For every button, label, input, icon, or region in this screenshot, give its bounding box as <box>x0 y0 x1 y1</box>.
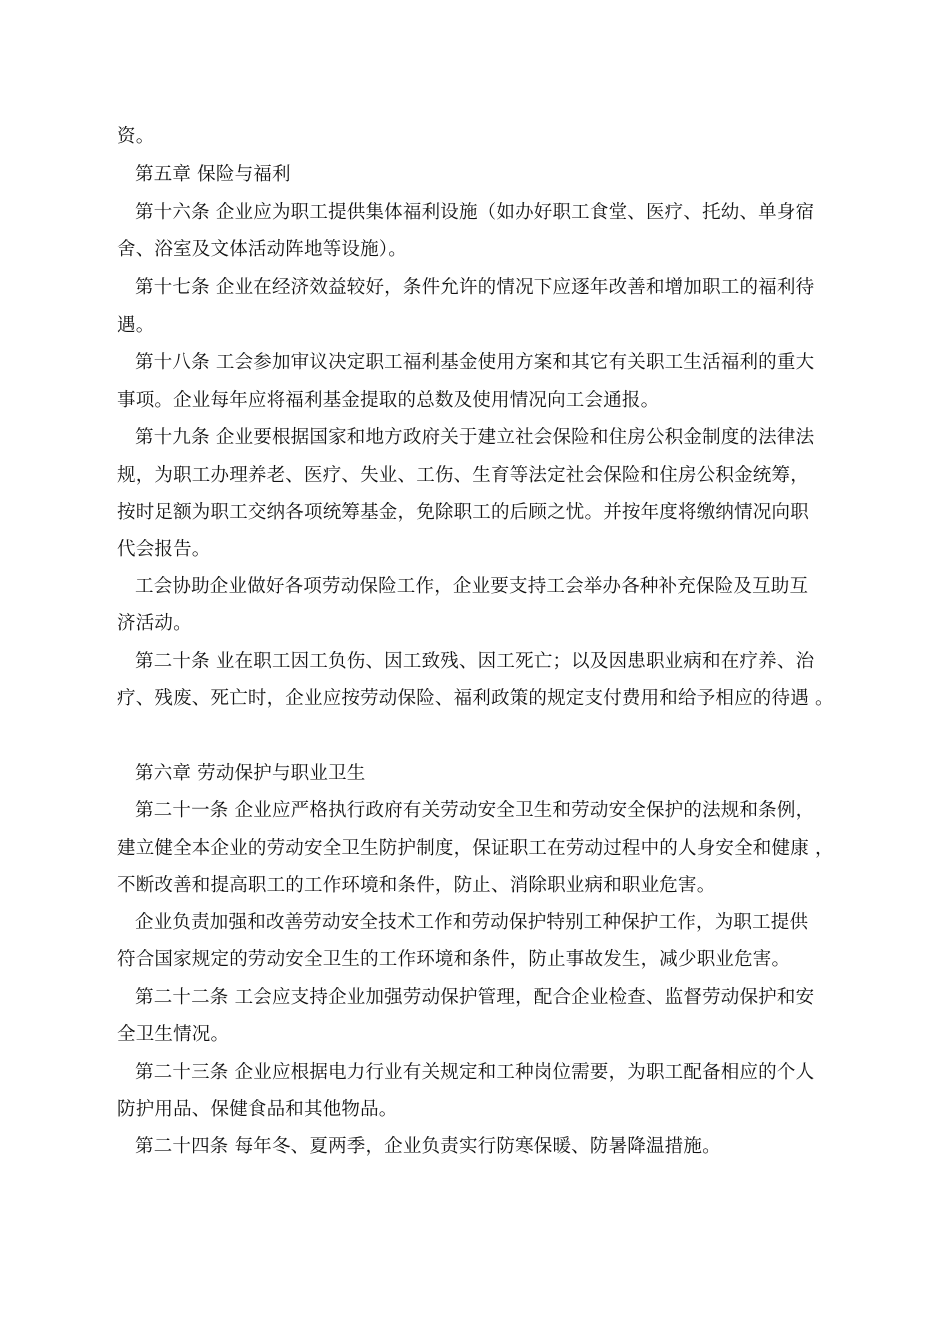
text-line: 按时足额为职工交纳各项统筹基金，免除职工的后顾之忧。并按年度将缴纳情况向职 <box>117 502 809 523</box>
text-line: 事项。企业每年应将福利基金提取的总数及使用情况向工会通报。 <box>117 390 660 411</box>
article-line: 第二十条 业在职工因工负伤、因工致残、因工死亡；以及因患职业病和在疗养、治 <box>135 651 815 672</box>
text-line: 符合国家规定的劳动安全卫生的工作环境和条件，防止事故发生，减少职业危害。 <box>117 949 791 970</box>
text-line: 建立健全本企业的劳动安全卫生防护制度，保证职工在劳动过程中的人身安全和健康 ， <box>117 838 834 859</box>
article-line: 第十七条 企业在经济效益较好，条件允许的情况下应逐年改善和增加职工的福利待 <box>135 277 815 298</box>
article-line: 第十八条 工会参加审议决定职工福利基金使用方案和其它有关职工生活福利的重大 <box>135 352 815 373</box>
text-line: 济活动。 <box>117 613 192 634</box>
text-line: 规，为职工办理养老、医疗、失业、工伤、生育等法定社会保险和住房公积金统筹， <box>117 465 809 486</box>
text-line: 全卫生情况。 <box>117 1024 230 1045</box>
text-line: 遇。 <box>117 315 155 336</box>
chapter-heading: 第五章 保险与福利 <box>135 164 291 185</box>
article-line: 第二十二条 工会应支持企业加强劳动保护管理，配合企业检查、监督劳动保护和安 <box>135 987 815 1008</box>
article-line: 第二十四条 每年冬、夏两季，企业负责实行防寒保暖、防暑降温措施。 <box>135 1136 721 1157</box>
text-line: 资。 <box>117 126 155 147</box>
article-line: 第二十一条 企业应严格执行政府有关劳动安全卫生和劳动安全保护的法规和条例， <box>135 800 815 821</box>
text-line: 不断改善和提高职工的工作环境和条件，防止、消除职业病和职业危害。 <box>117 875 716 896</box>
text-line: 代会报告。 <box>117 539 211 560</box>
paragraph-line: 工会协助企业做好各项劳动保险工作，企业要支持工会举办各种补充保险及互助互 <box>135 576 809 597</box>
chapter-heading: 第六章 劳动保护与职业卫生 <box>135 763 366 784</box>
article-line: 第十六条 企业应为职工提供集体福利设施（如办好职工食堂、医疗、托幼、单身宿 <box>135 202 815 223</box>
text-line: 防护用品、保健食品和其他物品。 <box>117 1099 398 1120</box>
paragraph-line: 企业负责加强和改善劳动安全技术工作和劳动保护特别工种保护工作，为职工提供 <box>135 912 809 933</box>
article-line: 第二十三条 企业应根据电力行业有关规定和工种岗位需要，为职工配备相应的个人 <box>135 1062 815 1083</box>
text-line: 疗、残废、死亡时，企业应按劳动保险、福利政策的规定支付费用和给予相应的待遇 。 <box>117 688 834 709</box>
article-line: 第十九条 企业要根据国家和地方政府关于建立社会保险和住房公积金制度的法律法 <box>135 427 815 448</box>
text-line: 舍、浴室及文体活动阵地等设施）。 <box>117 239 407 260</box>
